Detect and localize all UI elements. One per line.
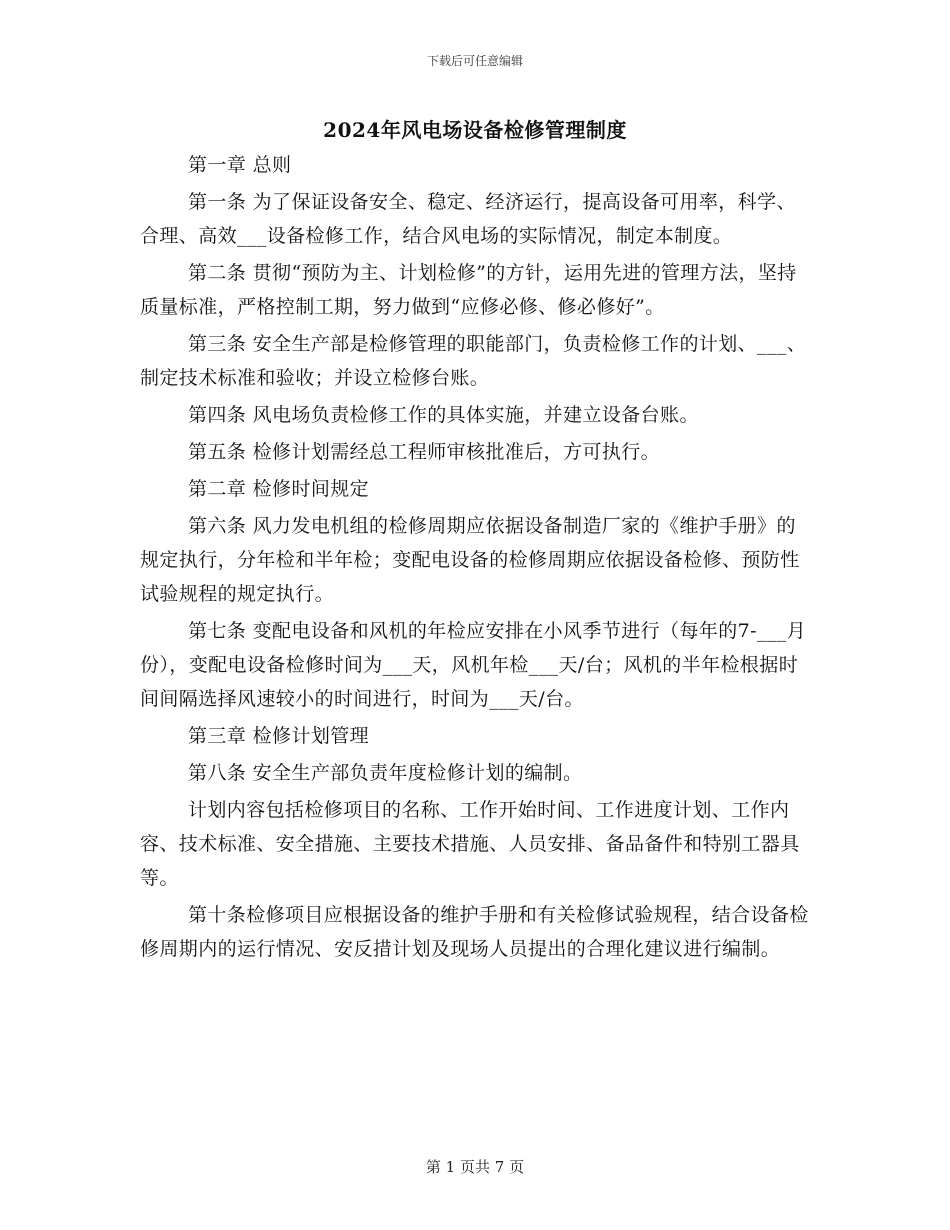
article-10: 第十条检修项目应根据设备的维护手册和有关检修试验规程，结合设备检修周期内的运行情况、安反措计划及现场人员提出的合理化建议进行编制。	[140, 904, 809, 960]
article-2: 第二条 贯彻“预防为主、计划检修”的方针，运用先进的管理方法，坚持质量标准，严格控制工期，努力做到“应修必修、修必修好”。	[140, 262, 797, 318]
article-3: 第三条 安全生产部是检修管理的职能部门，负责检修工作的计划、___、制定技术标准和验收；并设立检修台账。	[140, 333, 807, 389]
chapter-1-heading: 第一章 总则	[188, 154, 292, 176]
article-8: 第八条 安全生产部负责年度检修计划的编制。	[188, 762, 583, 784]
plan-content-paragraph: 计划内容包括检修项目的名称、工作开始时间、工作进度计划、工作内容、技术标准、安全措施、主要技术措施、人员安排、备品备件和特别工器具等。	[140, 799, 800, 889]
chapter-2-heading: 第二章 检修时间规定	[188, 478, 370, 500]
article-5: 第五条 检修计划需经总工程师审核批准后，方可执行。	[188, 441, 661, 463]
document-title: 2024年风电场设备检修管理制度	[323, 118, 627, 142]
article-6: 第六条 风力发电机组的检修周期应依据设备制造厂家的《维护手册》的规定执行，分年检和半年检；变配电设备的检修周期应依据设备检修、预防性试验规程的规定执行。	[140, 515, 800, 605]
page-header: 下载后可任意编辑	[426, 54, 523, 68]
article-1: 第一条 为了保证设备安全、稳定、经济运行，提高设备可用率，科学、合理、高效___设备检修工作，结合风电场的实际情况，制定本制度。	[140, 191, 796, 247]
document-body	[140, 148, 810, 969]
page-footer: 第 1 页共 7 页	[425, 1158, 525, 1176]
article-4: 第四条 风电场负责检修工作的具体实施，并建立设备台账。	[188, 404, 699, 426]
chapter-3-heading: 第三章 检修计划管理	[188, 725, 370, 747]
article-7: 第七条 变配电设备和风机的年检应安排在小风季节进行（每年的7-___月份），变配电设备检修时间为___天，风机年检___天/台；风机的半年检根据时间间隔选择风速较小的时间进行，时间为___天/台。	[140, 620, 807, 710]
